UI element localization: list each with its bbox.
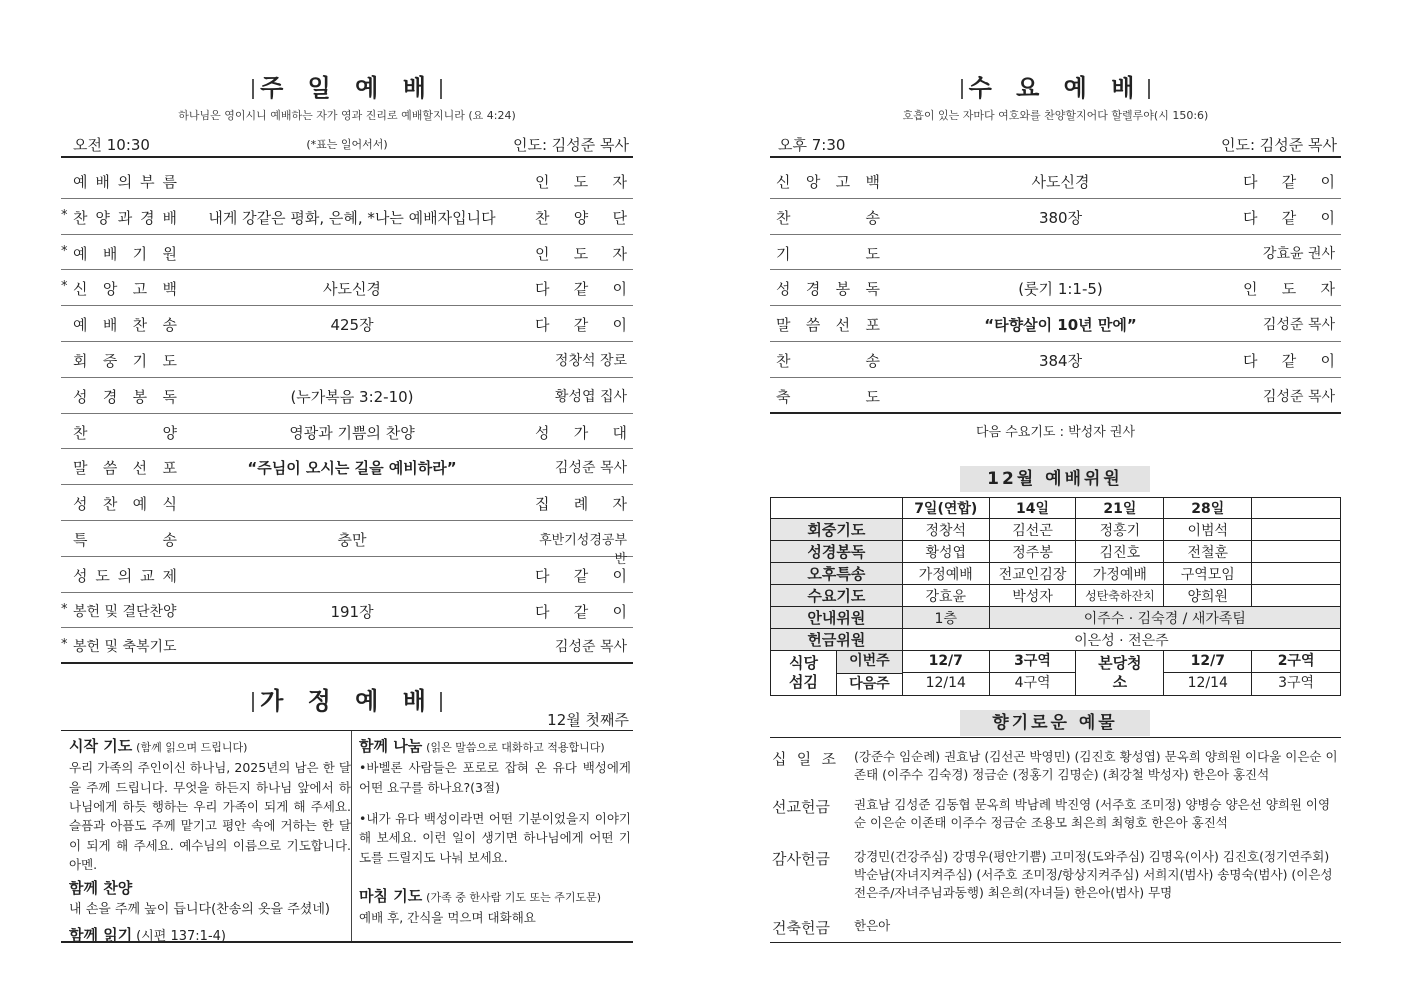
sunday-time: 오전 10:30 — [73, 136, 150, 154]
sermon-title: “주님이 오시는 길을 예비하라” — [247, 459, 457, 478]
sunday-standing-note: (*표는 일어서서) — [306, 138, 388, 151]
order-row: 찬 양 영광과 기쁨의 찬양 성 가 대 — [61, 414, 633, 450]
order-row: * 예 배 기 원 인 도 자 — [61, 235, 633, 271]
duty-row: 성경봉독 황성엽 정주봉 김진호 전철훈 — [771, 541, 1341, 563]
sunday-title: 주 일 예 배 — [61, 68, 633, 103]
order-row: 성 경 봉 독 (누가복음 3:2-10) 황성엽 집사 — [61, 378, 633, 414]
wednesday-leader: 인도: 김성준 목사 — [1220, 136, 1337, 154]
duty-row: 회중기도 정창석 김선곤 정홍기 이범석 — [771, 519, 1341, 541]
order-name: 예 배 의 부 름 — [73, 173, 177, 191]
wednesday-sermon-title: “타향살이 10년 만에” — [984, 316, 1137, 335]
offering-banner: 향기로운 예물 — [960, 710, 1150, 736]
order-leader: 인 도 자 — [535, 173, 627, 191]
date-header: 14일 — [989, 498, 1076, 519]
share-question-2: •내가 유다 백성이라면 어떤 기분이었을지 이야기해 보세요. 이런 일이 생기면 하나님에게 어떤 기도를 드릴지도 나눠 보세요. — [359, 811, 631, 865]
date-header: 28일 — [1164, 498, 1252, 519]
order-row: 말 씀 선 포 “타향살이 10년 만에” 김성준 목사 — [770, 306, 1341, 342]
share-question-1: •바벨론 사람들은 포로로 잡혀 온 유다 백성에게 어떤 요구를 하나요?(3절) — [359, 760, 631, 795]
family-left: 시작 기도 (함께 읽으며 드립니다) 우리 가족의 주인이신 하나님, 2025년의 남은 한 달을 주께 드립니다. 무엇을 하든지 하나님 앞에서 하나님에게 하듯 행하는 우리 가족이 되게 해 주세요. 슬픔과 아픔도 주께 맡기고 평안 속에 거하는 한 달이 되게 해 주세요. 예수님의 이름으로 기도합니다. 아멘. 함께 찬양 내 손을 주께 높이 듭니다(찬송의 옷을 주셨네) 함께 읽기 (시편 137:1-4) — [69, 737, 351, 944]
order-row: * 봉헌 및 결단찬양 191장 다 같 이 — [61, 593, 633, 629]
wednesday-time: 오후 7:30 — [778, 136, 846, 154]
order-row: 성 도 의 교 제 다 같 이 — [61, 557, 633, 593]
clean-label: 본당청소 — [1076, 651, 1164, 696]
end-text: 예배 후, 간식을 먹으며 대화해요 — [359, 910, 536, 926]
wednesday-order — [770, 163, 1341, 414]
duty-header-row — [771, 498, 1341, 519]
offering-list: 십 일 조 (강준수 임순례) 권효남 (김선곤 박영민) (김진호 황성엽) 문옥희 양희원 이다울 이은순 이존태 (이주수 김숙경) 정금순 (정홍기 김명순) (최강철 박성자) 한은아 홍진석 선교헌금 권효남 김성준 김동협 문옥희 박남례 박진영 (서주호 조미정) 양병승 양은선 양희원 이영순 이은순 이존태 이주수 정금순 조용모 최은희 최형호 한은아 홍진석 감사헌금 강경민(건강주심) 강명우(평안기쁨) 고미정(도와주심) 김명옥(이사) 김진호(정기연주회) 박순남(자녀지켜주심) (서주호 조미정/항상지켜주심) 서희지(범사) 송명숙(범사) (이은성 전은주/자녀주님과동행) 최은희(자녀들) 한은아(범사) 무명 건축헌금 한은아 — [770, 737, 1341, 943]
wednesday-title: 수 요 예 배 — [770, 68, 1341, 103]
family-right: 함께 나눔 (읽은 말씀으로 대화하고 적용합니다) •바벨론 사람들은 포로로 잡혀 온 유다 백성에게 어떤 요구를 하나요?(3절) •내가 유다 백성이라면 어떤 기분이었을지 이야기해 보세요. 이런 일이 생기면 하나님에게 어떤 기도를 드릴지도 나눠 보세요. 마침 기도 (가족 중 한사람 기도 또는 주기도문) 예배 후, 간식을 먹으며 대화해요 — [359, 735, 631, 928]
duty-banner: 12월 예배위원 — [960, 466, 1150, 492]
wednesday-verse: 호흡이 있는 자마다 여호와를 찬양할지어다 할렐루야(시 150:6) — [902, 109, 1209, 122]
order-content: 내게 강같은 평화, 은혜, *나는 예배자입니다 — [208, 208, 496, 227]
meal-row-this: 식당섬김 이번주 다음주 12/7 12/14 3구역 4구역 본당청소 12/7 12/14 2구역 3구역 — [771, 651, 1341, 696]
hymn-text: 내 손을 주께 높이 듭니다(찬송의 옷을 주셨네) — [69, 901, 330, 917]
wednesday-time-bar — [770, 130, 1341, 158]
order-row: 성 찬 예 식 집 례 자 — [61, 485, 633, 521]
meal-label: 식당섬김 — [771, 651, 837, 695]
duty-table — [770, 497, 1341, 696]
order-row: 찬 송 384장 다 같 이 — [770, 342, 1341, 378]
order-row: 성 경 봉 독 (룻기 1:1-5) 인 도 자 — [770, 270, 1341, 306]
order-row: 말 씀 선 포 “주님이 오시는 길을 예비하라” 김성준 목사 — [61, 449, 633, 485]
order-row: * 찬 양 과 경 배 내게 강같은 평화, 은혜, *나는 예배자입니다 찬 양 단 — [61, 199, 633, 235]
start-prayer-text: 우리 가족의 주인이신 하나님, 2025년의 남은 한 달을 주께 드립니다. 무엇을 하든지 하나님 앞에서 하나님에게 하듯 행하는 우리 가족이 되게 해 주세요. 슬픔과 아픔도 주께 맡기고 평안 속에 거하는 한 달이 되게 해 주세요. 예수님의 이름으로 기도합니다. 아멘. — [69, 760, 351, 873]
date-header: 21일 — [1076, 498, 1164, 519]
order-row: 회 중 기 도 정창석 장로 — [61, 342, 633, 378]
family-week: 12월 첫째주 — [547, 711, 629, 729]
sunday-order — [61, 163, 633, 664]
next-wednesday-prayer: 다음 수요기도 : 박성자 권사 — [975, 425, 1136, 440]
order-row: 기 도 강효윤 권사 — [770, 235, 1341, 271]
order-row: 신 앙 고 백 사도신경 다 같 이 — [770, 163, 1341, 199]
duty-row: 오후특송 가정예배 전교인김장 가정예배 구역모임 — [771, 563, 1341, 585]
order-name: 찬 양 과 경 배 — [73, 208, 177, 227]
date-header: 7일(연합) — [902, 498, 989, 519]
order-row: 축 도 김성준 목사 — [770, 378, 1341, 414]
order-row: * 봉헌 및 축복기도 김성준 목사 — [61, 628, 633, 664]
guide-row: 안내위원 1층 이주수 · 김숙경 / 새가족팀 — [771, 607, 1341, 629]
sunday-verse: 하나님은 영이시니 예배하는 자가 영과 진리로 예배할지니라 (요 4:24) — [178, 109, 516, 122]
next-week-label: 다음주 — [849, 675, 890, 692]
family-worship-box — [61, 730, 633, 943]
offering-committee-row: 헌금위원 이은성 · 전은주 — [771, 629, 1341, 651]
family-title: 가 정 예 배 — [61, 681, 633, 716]
order-row: 특 송 충만 후반기성경공부반 — [61, 521, 633, 557]
this-week-label: 이번주 — [837, 651, 902, 674]
duty-row: 수요기도 강효윤 박성자 성탄축하잔치 양희원 — [771, 585, 1341, 607]
order-row — [61, 163, 633, 199]
sunday-time-bar — [61, 130, 633, 158]
sunday-leader: 인도: 김성준 목사 — [512, 136, 629, 154]
order-row: 예 배 찬 송 425장 다 같 이 — [61, 306, 633, 342]
divider — [351, 731, 352, 941]
order-row: 찬 송 380장 다 같 이 — [770, 199, 1341, 235]
order-row: * 신 앙 고 백 사도신경 다 같 이 — [61, 270, 633, 306]
